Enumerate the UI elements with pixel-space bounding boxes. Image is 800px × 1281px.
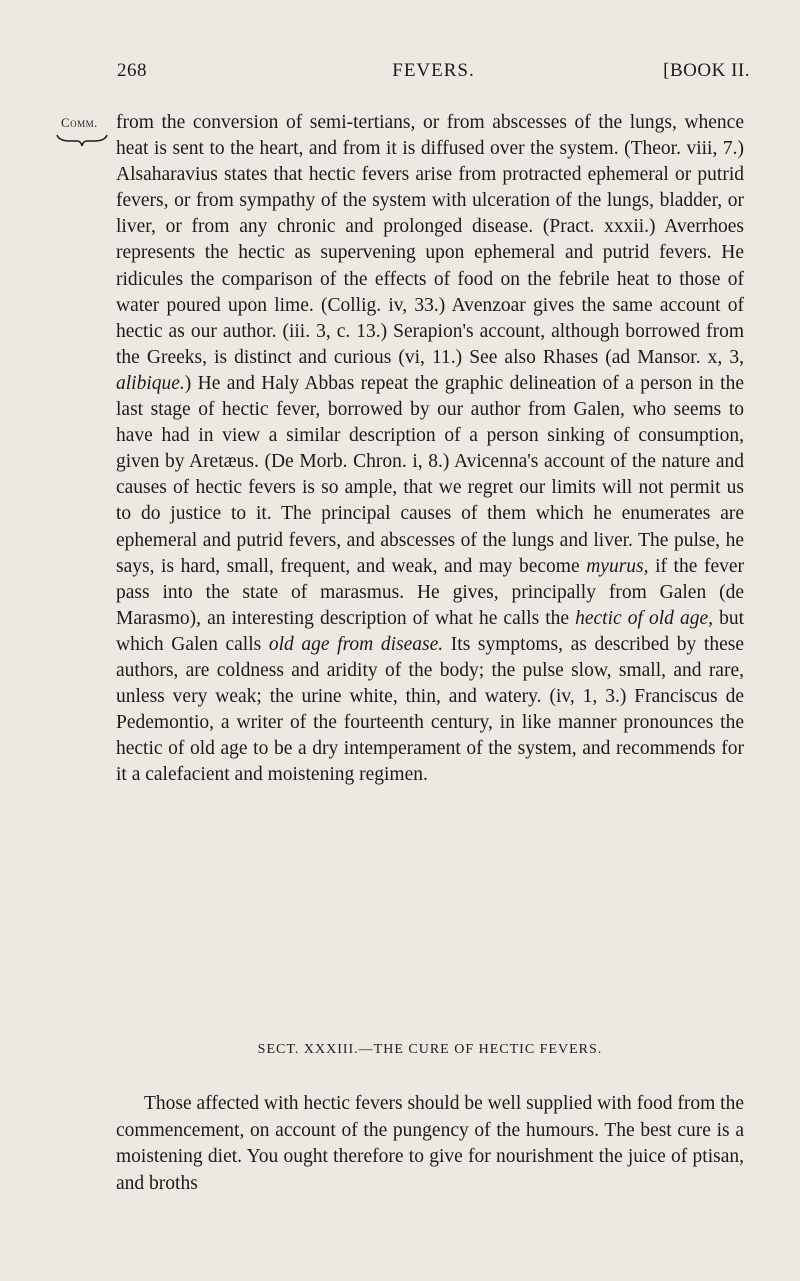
margin-note: Comm.	[61, 115, 98, 130]
paragraph-text-2: Those affected with hectic fevers should be well supplied with food from the commencement, on account of the pungency of the humours. The best cure is a moistening diet. You ought therefore to give for nourishment the juice of ptisan, and broths	[116, 1093, 744, 1194]
italic-old-age-disease: old age from disease.	[268, 633, 444, 655]
italic-hectic-old-age: hectic of old age,	[575, 607, 714, 629]
running-title: FEVERS.	[392, 60, 475, 81]
italic-myurus: myurus,	[586, 555, 649, 577]
text-run-1: from the conversion of semi-tertians, or from abscesses of the lungs, whence heat is sent to the heart, and from it is diffused over the system. (Theor. viii, 7.) Alsaharavius states that hectic fevers arise from protracted ephemeral or putrid fevers, or from sympathy of the system with ulceration of the lungs, bladder, or liver, or from any chronic and prolonged disease. (Pract. xxxii.) Averrhoes represents the hectic as supervening upon ephemeral and putrid fevers. He ridicules the comparison of the effects of food on the febrile heat to those of water poured upon lime. (Collig. iv, 33.) Avenzoar gives the same account of hectic as our author. (iii. 3, c. 13.) Serapion's account, although borrowed from the Greeks, is distinct and curious (vi, 11.) See also Rhases (ad Mansor. x, 3,	[116, 112, 744, 368]
italic-alibique: alibique.	[116, 372, 185, 394]
page-number: 268	[117, 60, 147, 81]
commentary-paragraph	[116, 110, 744, 788]
text-run-2: ) He and Haly Abbas repeat the graphic delineation of a person in the last stage of hectic fever, borrowed by our author from Galen, who seems to have had in view a similar description of a person sinking of consumption, given by Aretæus. (De Morb. Chron. i, 8.) Avicenna's account of the nature and causes of hectic fevers is so ample, that we regret our limits will not permit us to do justice to it. The principal causes of them which he enumerates are ephemeral and putrid fevers, and abscesses of the lungs and liver. The pulse, he says, is hard, small, frequent, and weak, and may become	[116, 372, 744, 577]
book-label: [BOOK II.	[663, 60, 750, 81]
running-header	[117, 60, 750, 90]
section-paragraph	[116, 1091, 744, 1197]
brace-icon	[56, 133, 108, 147]
text-run-5: Its symptoms, as described by these authors, are coldness and aridity of the body; the pulse slow, small, and rare, unless very weak; the urine white, thin, and watery. (iv, 1, 3.) Franciscus de Pedemontio, a writer of the fourteenth century, in like manner pronounces the hectic of old age to be a dry intemperament of the system, and recommends for it a calefacient and moistening regimen.	[116, 633, 744, 786]
text-run-3: if the fever pass into the state of marasmus. He gives, principally from Galen (de Marasmo), an interesting description of what he calls the	[116, 555, 744, 629]
section-heading: SECT. XXXIII.—THE CURE OF HECTIC FEVERS.	[257, 1042, 603, 1057]
paragraph-text	[116, 110, 744, 788]
text-run-4: but which Galen calls	[116, 607, 745, 655]
